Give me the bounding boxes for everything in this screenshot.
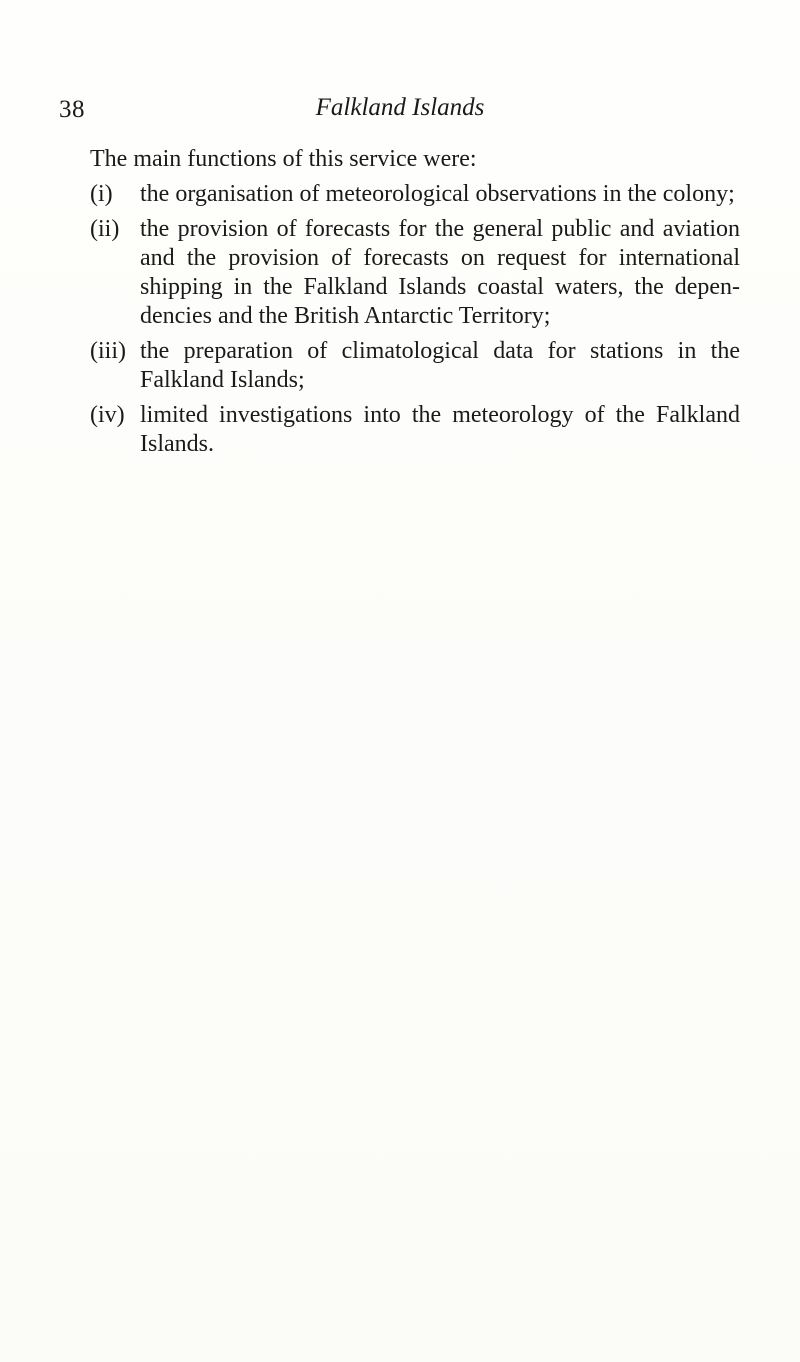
list-item-marker: (ii) — [90, 216, 120, 242]
list-item — [90, 215, 740, 331]
running-title: Falkland Islands — [315, 94, 485, 121]
list-item-marker: (iv) — [90, 402, 125, 428]
list-item-text: limited investigations into the meteorology of the Falkland Islands. — [140, 402, 740, 457]
intro-paragraph: The main functions of this service were: — [90, 146, 477, 172]
list-item-text: the organisation of meteorological observations in the colony; — [140, 181, 735, 207]
list-item-marker: (i) — [90, 181, 113, 207]
list-item — [90, 401, 740, 459]
list-item-text: the preparation of climatological data for stations in the Falkland Islands; — [140, 338, 740, 393]
list-item-text: the provision of forecasts for the general public and aviation and the provision of forecasts on request for international shipping in the Falkland Islands coastal waters, the dependencies and the British Antarctic Territory; — [140, 216, 740, 329]
body-text — [90, 145, 740, 465]
list-item — [90, 337, 740, 395]
functions-list — [90, 180, 740, 459]
page-number: 38 — [59, 96, 85, 123]
list-item — [90, 180, 740, 209]
list-item-marker: (iii) — [90, 338, 126, 364]
